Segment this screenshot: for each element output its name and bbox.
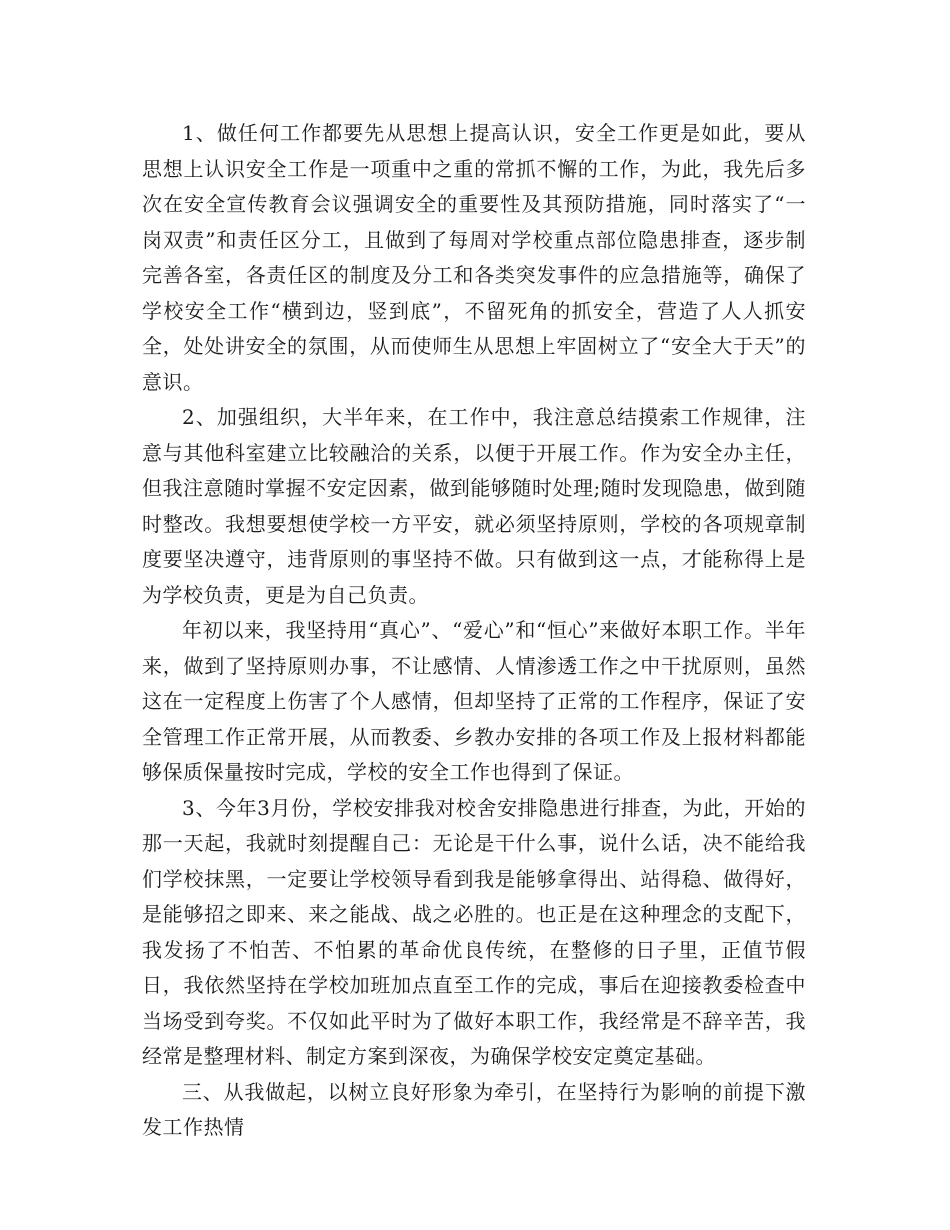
document-body bbox=[142, 116, 806, 1146]
paragraph-3: 年初以来，我坚持用“真心”、“爱心”和“恒心”来做好本职工作。半年来，做到了坚持原则办事，不让感情、人情渗透工作之中干扰原则，虽然这在一定程度上伤害了个人感情，但却坚持了正常的工作程序，保证了安全管理工作正常开展，从而教委、乡教办安排的各项工作及上报材料都能够保质保量按时完成，学校的安全工作也得到了保证。 bbox=[142, 618, 806, 784]
paragraph-1: 1、做任何工作都要先从思想上提高认识，安全工作更是如此，要从思想上认识安全工作是一项重中之重的常抓不懈的工作，为此，我先后多次在安全宣传教育会议强调安全的重要性及其预防措施，同时落实了“一岗双责”和责任区分工，且做到了每周对学校重点部位隐患排查，逐步制完善各室，各责任区的制度及分工和各类突发事件的应急措施等，确保了学校安全工作“横到边，竖到底”，不留死角的抓安全，营造了人人抓安全，处处讲安全的氛围，从而使师生从思想上牢固树立了“安全大于天”的意识。 bbox=[142, 121, 806, 394]
paragraph-2: 2、加强组织，大半年来，在工作中，我注意总结摸索工作规律，注意与其他科室建立比较融洽的关系，以便于开展工作。作为安全办主任，但我注意随时掌握不安定因素，做到能够随时处理;随时发现隐患，做到随时整改。我想要想使学校一方平安，就必须坚持原则，学校的各项规章制度要坚决遵守，违背原则的事坚持不做。只有做到这一点，才能称得上是为学校负责，更是为自己负责。 bbox=[142, 405, 806, 607]
paragraph-5: 三、从我做起，以树立良好形象为牵引，在坚持行为影响的前提下激发工作热情 bbox=[142, 1079, 806, 1139]
paragraph-4: 3、今年3月份，学校安排我对校舍安排隐患进行排查，为此，开始的那一天起，我就时刻提醒自己：无论是干什么事，说什么话，决不能给我们学校抹黑，一定要让学校领导看到我是能够拿得出、站得稳、做得好，是能够招之即来、来之能战、战之必胜的。也正是在这种理念的支配下，我发扬了不怕苦、不怕累的革命优良传统，在整修的日子里，正值节假日，我依然坚持在学校加班加点直至工作的完成，事后在迎接教委检查中当场受到夸奖。不仅如此平时为了做好本职工作，我经常是不辞辛苦，我经常是整理材料、制定方案到深夜，为确保学校安定奠定基础。 bbox=[142, 795, 806, 1068]
